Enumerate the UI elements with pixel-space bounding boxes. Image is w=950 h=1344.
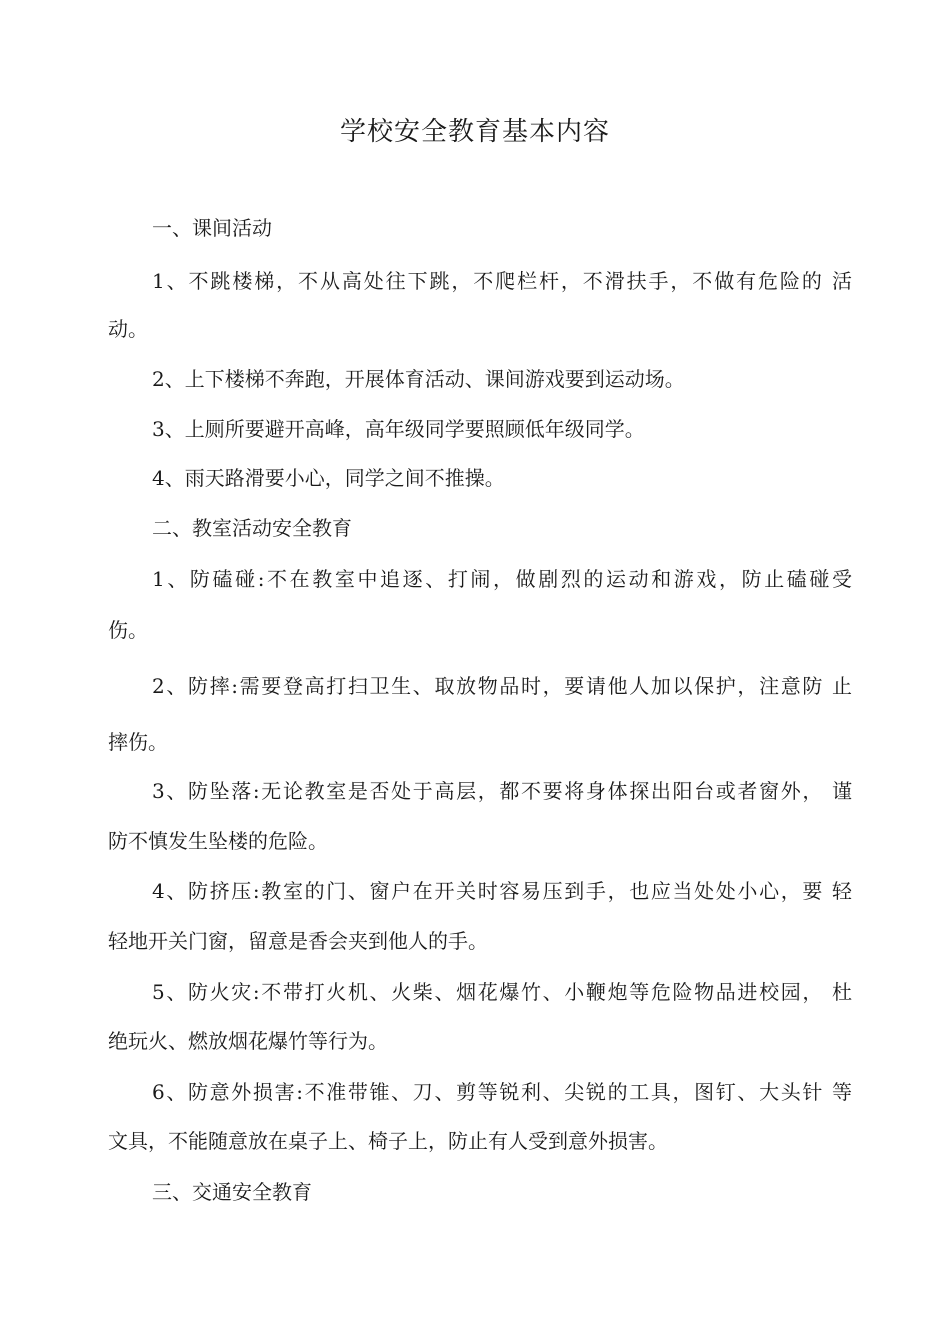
paragraph-line: 文具，不能随意放在桌子上、椅子上，防止有人受到意外损害。	[108, 1129, 668, 1153]
section-heading: 三、交通安全教育	[152, 1180, 312, 1204]
paragraph-line: 绝玩火、燃放烟花爆竹等行为。	[108, 1029, 388, 1053]
paragraph-line: 3、上厕所要避开高峰，高年级同学要照顾低年级同学。	[152, 417, 645, 441]
paragraph-line: 动。	[108, 317, 148, 341]
paragraph-line: 轻地开关门窗，留意是香会夹到他人的手。	[108, 929, 488, 953]
paragraph-line: 1、不跳楼梯，不从高处往下跳，不爬栏杆，不滑扶手，不做有危险的 活	[152, 269, 852, 293]
paragraph-line: 2、上下楼梯不奔跑，开展体育活动、课间游戏要到运动场。	[152, 367, 685, 391]
section-heading: 一、课间活动	[152, 216, 272, 240]
paragraph-line: 摔伤。	[108, 730, 168, 754]
document-title: 学校安全教育基本内容	[339, 117, 610, 147]
paragraph-line: 伤。	[108, 618, 148, 642]
paragraph-line: 4、防挤压:教室的门、窗户在开关时容易压到手，也应当处处小心，要 轻	[152, 879, 852, 903]
paragraph-line: 防不慎发生坠楼的危险。	[108, 829, 328, 853]
paragraph-line: 5、防火灾:不带打火机、火柴、烟花爆竹、小鞭炮等危险物品进校园， 杜	[152, 980, 852, 1004]
paragraph-line: 4、雨天路滑要小心，同学之间不推操。	[152, 466, 505, 490]
paragraph-line: 1、防磕碰:不在教室中追逐、打闹，做剧烈的运动和游戏，防止磕碰受	[152, 567, 852, 591]
paragraph-line: 6、防意外损害:不准带锥、刀、剪等锐利、尖锐的工具，图钉、大头针 等	[152, 1080, 852, 1104]
paragraph-line: 3、防坠落:无论教室是否处于高层，都不要将身体探出阳台或者窗外， 谨	[152, 779, 852, 803]
paragraph-line: 2、防摔:需要登高打扫卫生、取放物品时，要请他人加以保护，注意防 止	[152, 674, 852, 698]
section-heading: 二、教室活动安全教育	[152, 516, 352, 540]
